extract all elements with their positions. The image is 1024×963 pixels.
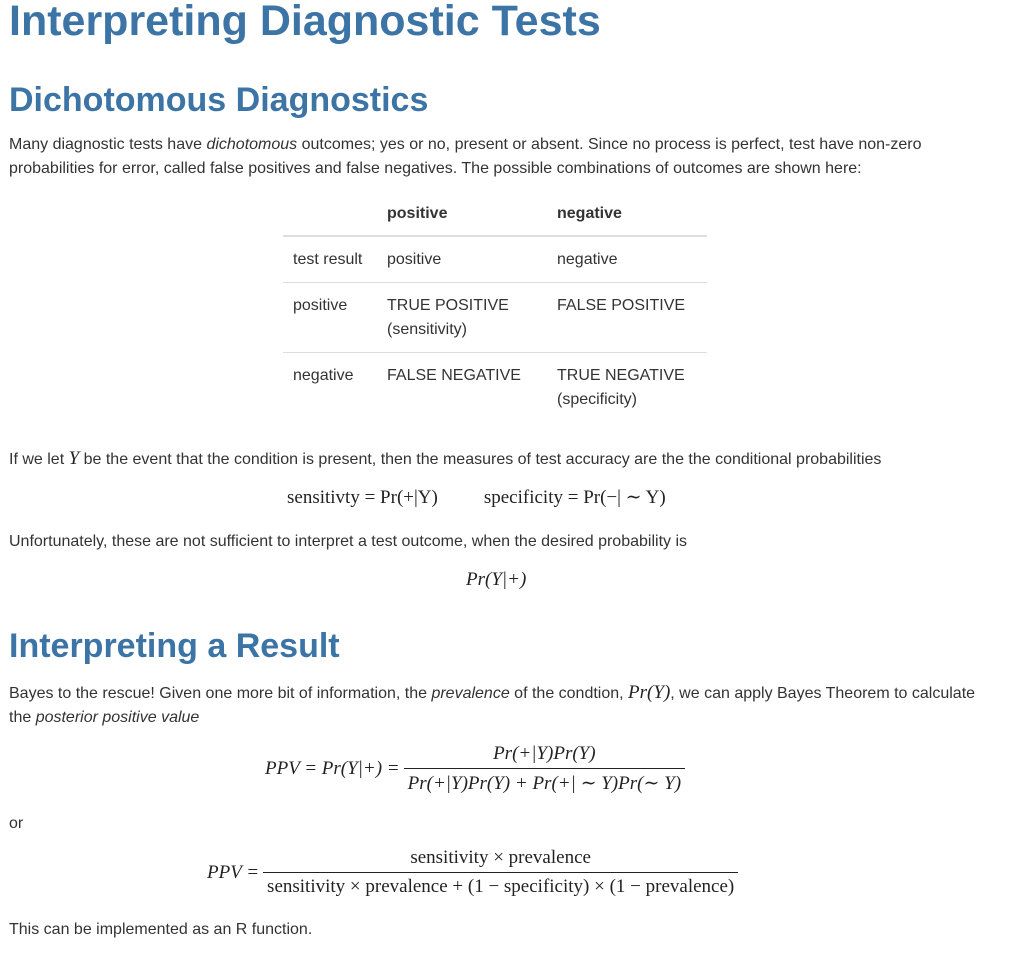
table-cell: test result — [293, 251, 363, 268]
equation-desired: Pr(Y|+) — [466, 569, 527, 590]
equation-sensitivity: sensitivty = Pr(+|Y) — [287, 486, 438, 508]
bayes-emphasis-ppv: posterior positive value — [35, 709, 200, 726]
table-row — [283, 236, 707, 283]
unfortunately-paragraph: Unfortunately, these are not sufficient to interpret a test outcome, when the desired probability is — [9, 533, 688, 550]
accuracy-paragraph — [9, 447, 994, 472]
intro-text-a: Many diagnostic tests have — [9, 136, 207, 153]
table-header-row — [283, 196, 707, 236]
cell-line: negative — [557, 251, 618, 268]
cell-line: TRUE POSITIVE — [387, 297, 509, 314]
bayes-text-c: , we can apply Bayes Theorem to calculate the — [9, 685, 976, 726]
table-cell — [547, 236, 707, 283]
equation-specificity: specificity = Pr(−| ∼ Y) — [483, 487, 666, 508]
cell-line: (specificity) — [557, 391, 638, 408]
math-var-y: Y — [68, 448, 80, 469]
bayes-text-a: Bayes to the rescue! Given one more bit of information, the — [9, 685, 432, 702]
fraction — [263, 847, 738, 898]
accuracy-text-a: If we let — [9, 451, 69, 468]
table-cell — [377, 283, 547, 353]
fraction — [404, 743, 685, 795]
table-header-cell: negative — [557, 205, 622, 222]
page-title: Interpreting Diagnostic Tests — [9, 0, 601, 45]
bayes-emphasis-prevalence: prevalence — [431, 685, 510, 702]
or-text: or — [9, 815, 24, 832]
math-pr-y: Pr(Y) — [628, 682, 671, 703]
equation-ppv-bayes — [265, 743, 689, 795]
equation-lhs: PPV = Pr(Y|+) = — [265, 758, 400, 779]
equation-ppv-words — [207, 847, 742, 898]
table-header-cell — [283, 196, 377, 236]
equation-lhs: PPV = — [207, 861, 260, 883]
fraction-numerator: Pr(+|Y)Pr(Y) — [493, 743, 596, 764]
cell-line: (sensitivity) — [387, 321, 468, 338]
accuracy-equations — [287, 486, 666, 509]
intro-text-b: outcomes; yes or no, present or absent. Since no process is perfect, test have non-zero probabilities for error, called false positives and false negatives. The possible combinations of outcomes are shown here: — [9, 136, 922, 177]
fraction-numerator: sensitivity × prevalence — [410, 847, 591, 868]
section-heading-interpreting: Interpreting a Result — [9, 627, 340, 665]
section-heading-dichotomous: Dichotomous Diagnostics — [9, 81, 429, 119]
table-cell — [547, 283, 707, 353]
fraction-denominator: Pr(+|Y)Pr(Y) + Pr(+| ∼ Y)Pr(∼ Y) — [404, 768, 685, 795]
table-cell: positive — [293, 297, 348, 314]
table-cell: negative — [293, 367, 354, 384]
table-cell — [377, 353, 547, 423]
table-row — [283, 353, 707, 423]
implement-paragraph: This can be implemented as an R function. — [9, 921, 313, 938]
outcomes-table — [283, 196, 707, 422]
intro-paragraph — [9, 133, 994, 181]
cell-line: FALSE POSITIVE — [557, 297, 686, 314]
cell-line: TRUE NEGATIVE — [557, 367, 685, 384]
fraction-denominator: sensitivity × prevalence + (1 − specificity) × (1 − prevalence) — [263, 872, 738, 898]
bayes-paragraph — [9, 681, 994, 730]
table-cell — [547, 353, 707, 423]
table-header-cell: positive — [387, 205, 448, 222]
table-row — [283, 283, 707, 353]
cell-line: FALSE NEGATIVE — [387, 367, 521, 384]
cell-line: positive — [387, 251, 442, 268]
accuracy-text-b: be the event that the condition is present, then the measures of test accuracy are the the conditional probabilities — [79, 451, 882, 468]
table-cell — [377, 236, 547, 283]
bayes-text-b: of the condtion, — [509, 685, 629, 702]
intro-emphasis: dichotomous — [206, 136, 298, 153]
